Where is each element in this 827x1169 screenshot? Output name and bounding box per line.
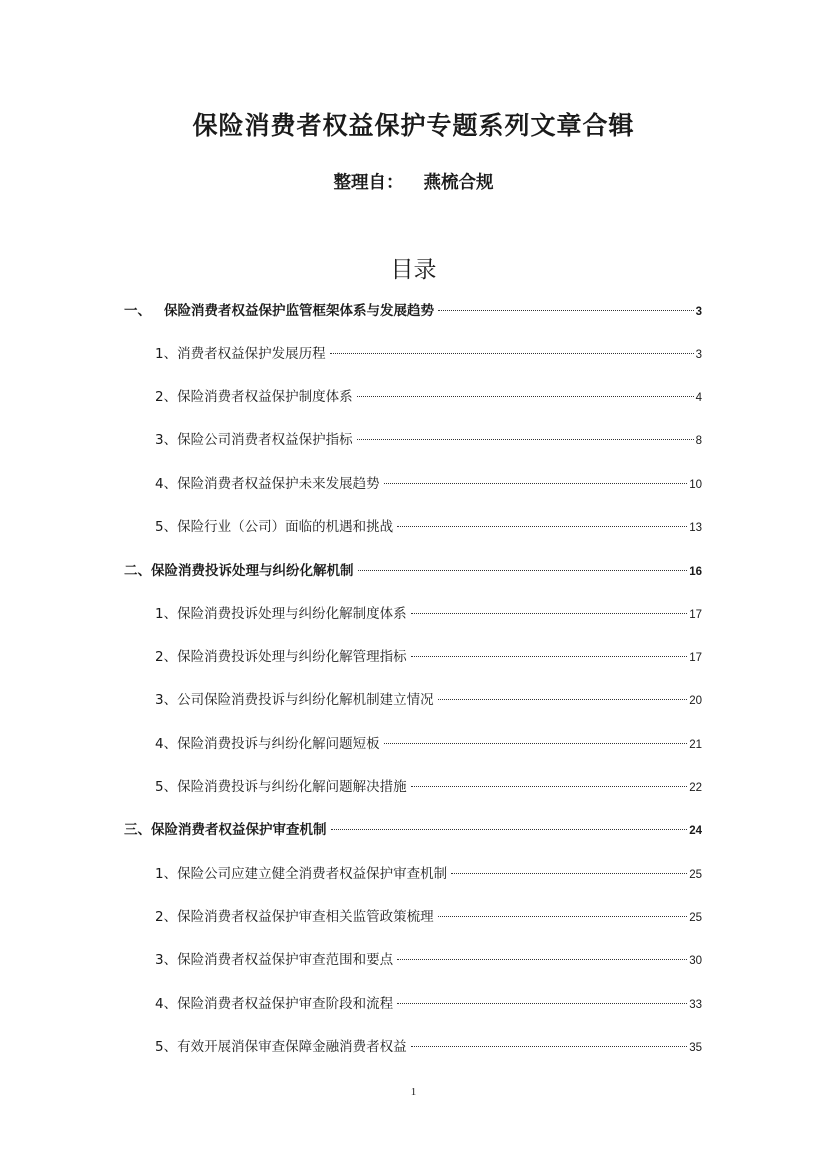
toc-entry-2-3[interactable]	[155, 690, 702, 710]
toc-page-number: 17	[689, 652, 702, 664]
toc-section-2[interactable]	[124, 561, 702, 581]
toc-section-title: 保险消费者权益保护审查机制	[151, 822, 327, 838]
toc-section-title: 保险消费者权益保护监管框架体系与发展趋势	[164, 303, 434, 319]
compiled-from-line	[0, 169, 827, 194]
toc-entry-2-5[interactable]	[155, 777, 702, 797]
toc-page-number: 35	[689, 1042, 702, 1054]
toc-entry-number: 5、	[155, 519, 178, 535]
toc-leader-dots	[411, 613, 688, 614]
toc-page-number: 3	[695, 349, 702, 361]
toc-entry-title: 保险消费者权益保护审查阶段和流程	[177, 996, 394, 1012]
toc-entry-1-1[interactable]	[155, 344, 702, 364]
toc-entry-2-2[interactable]	[155, 647, 702, 667]
compiled-from-source: 燕梳合规	[423, 173, 494, 193]
toc-entry-1-4[interactable]	[155, 474, 702, 494]
document-title: 保险消费者权益保护专题系列文章合辑	[192, 111, 635, 140]
toc-entry-number: 4、	[155, 736, 178, 752]
toc-entry-3-3[interactable]	[155, 950, 702, 970]
toc-leader-dots	[411, 1046, 688, 1047]
toc-entry-title: 保险消费投诉与纠纷化解问题短板	[177, 736, 380, 752]
toc-entry-number: 1、	[155, 866, 178, 882]
toc-page-number: 10	[689, 479, 702, 491]
toc-entry-1-3[interactable]	[155, 430, 702, 450]
toc-entry-number: 2、	[155, 389, 178, 405]
toc-page-number: 16	[689, 566, 702, 578]
toc-entry-number: 5、	[155, 779, 178, 795]
toc-leader-dots	[397, 959, 687, 960]
toc-leader-dots	[438, 916, 688, 917]
toc-entry-number: 1、	[155, 606, 178, 622]
toc-leader-dots	[438, 699, 688, 700]
toc-leader-dots	[438, 310, 694, 311]
toc-page-number: 22	[689, 782, 702, 794]
toc-entry-title: 保险消费者权益保护审查相关监管政策梳理	[177, 909, 434, 925]
toc-entry-title: 保险消费者权益保护未来发展趋势	[177, 476, 380, 492]
toc-entry-number: 3、	[155, 432, 178, 448]
toc-leader-dots	[411, 786, 688, 787]
toc-entry-2-1[interactable]	[155, 604, 702, 624]
toc-entry-number: 3、	[155, 952, 178, 968]
toc-entry-title: 保险消费者权益保护审查范围和要点	[177, 952, 394, 968]
toc-section-number: 二、	[124, 563, 151, 579]
toc-entry-number: 4、	[155, 996, 178, 1012]
toc-entry-3-2[interactable]	[155, 907, 702, 927]
toc-entry-title: 保险消费者权益保护制度体系	[177, 389, 353, 405]
toc-page-number: 20	[689, 695, 702, 707]
toc-leader-dots	[451, 873, 687, 874]
toc-entry-title: 公司保险消费投诉与纠纷化解机制建立情况	[177, 692, 434, 708]
toc-entry-3-1[interactable]	[155, 864, 702, 884]
toc-heading: 目录	[390, 257, 437, 283]
toc-entry-title: 消费者权益保护发展历程	[177, 346, 326, 362]
toc-entry-1-2[interactable]	[155, 387, 702, 407]
toc-entry-number: 2、	[155, 649, 178, 665]
toc-entry-number: 3、	[155, 692, 178, 708]
toc-page-number: 17	[689, 609, 702, 621]
toc-entry-title: 保险消费投诉处理与纠纷化解管理指标	[177, 649, 407, 665]
toc-page-number: 30	[689, 955, 702, 967]
toc-leader-dots	[384, 483, 688, 484]
toc-leader-dots	[384, 743, 688, 744]
toc-entry-title: 保险消费投诉与纠纷化解问题解决措施	[177, 779, 407, 795]
toc-entry-title: 保险行业（公司）面临的机遇和挑战	[177, 519, 394, 535]
toc-page-number: 33	[689, 999, 702, 1011]
toc-leader-dots	[357, 439, 694, 440]
toc-section-1[interactable]	[124, 301, 702, 321]
toc-page-number: 4	[695, 392, 702, 404]
toc-leader-dots	[330, 353, 694, 354]
toc-leader-dots	[331, 829, 688, 830]
toc-leader-dots	[397, 1003, 687, 1004]
toc-entry-2-4[interactable]	[155, 734, 702, 754]
toc-entry-3-4[interactable]	[155, 994, 702, 1014]
toc-page-number: 25	[689, 869, 702, 881]
toc-page-number: 3	[695, 306, 702, 318]
toc-entry-3-5[interactable]	[155, 1037, 702, 1057]
toc-page-number: 8	[695, 435, 702, 447]
toc-page-number: 13	[689, 522, 702, 534]
toc-page-number: 25	[689, 912, 702, 924]
toc-entry-1-5[interactable]	[155, 517, 702, 537]
toc-entry-title: 保险公司消费者权益保护指标	[177, 432, 353, 448]
compiled-from-label: 整理自：	[333, 173, 404, 193]
toc-page-number: 24	[689, 825, 702, 837]
toc-entry-title: 保险公司应建立健全消费者权益保护审查机制	[177, 866, 448, 882]
toc-section-number: 一、	[124, 303, 151, 319]
toc-leader-dots	[411, 656, 688, 657]
toc-section-number: 三、	[124, 822, 151, 838]
toc-entry-number: 5、	[155, 1039, 178, 1055]
toc-leader-dots	[358, 570, 688, 571]
toc-page-number: 21	[689, 739, 702, 751]
toc-entry-number: 1、	[155, 346, 178, 362]
toc-entry-title: 有效开展消保审查保障金融消费者权益	[177, 1039, 407, 1055]
toc-section-title: 保险消费投诉处理与纠纷化解机制	[151, 563, 354, 579]
page-number: 1	[410, 1086, 417, 1098]
toc-leader-dots	[357, 396, 694, 397]
toc-section-3[interactable]	[124, 820, 702, 840]
toc-entry-number: 4、	[155, 476, 178, 492]
toc-leader-dots	[397, 526, 687, 527]
toc-entry-number: 2、	[155, 909, 178, 925]
toc-entry-title: 保险消费投诉处理与纠纷化解制度体系	[177, 606, 407, 622]
